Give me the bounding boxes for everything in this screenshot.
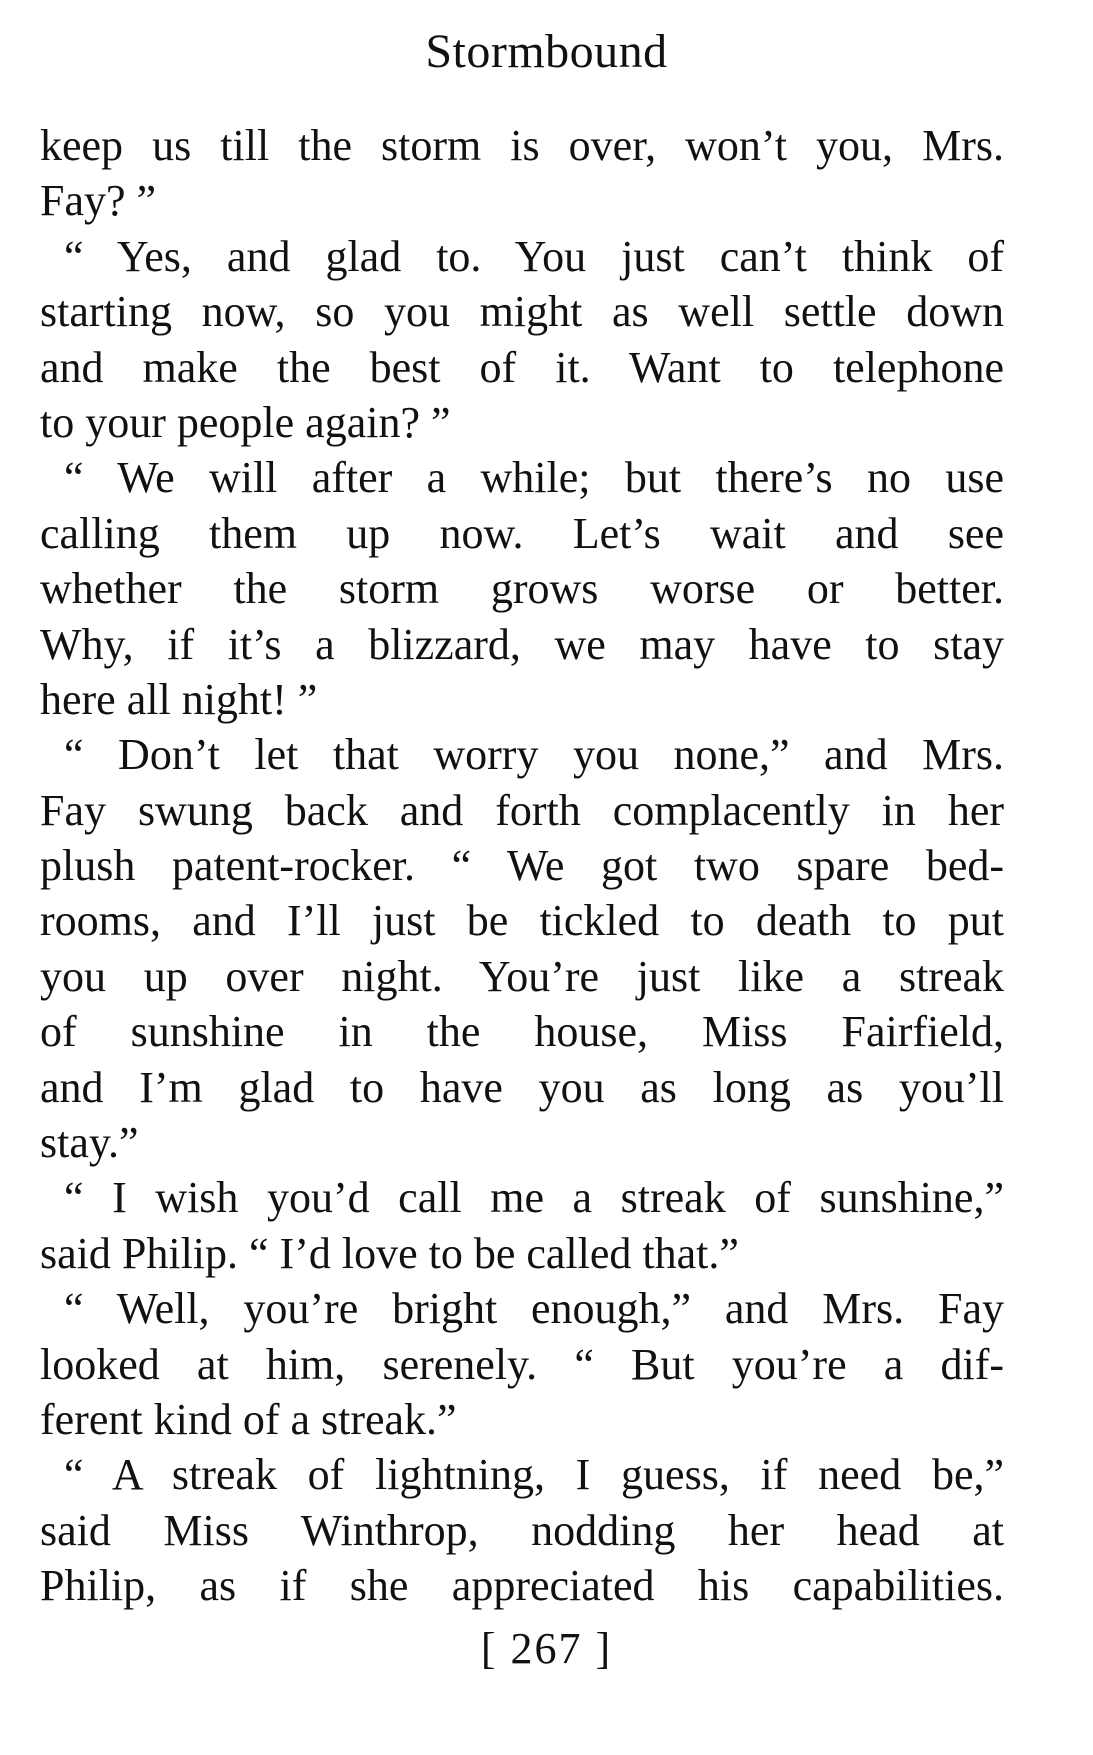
text-line: “ We will after a while; but there’s no use — [64, 453, 1004, 503]
text-line: Fay swung back and forth complacently in her — [40, 785, 1004, 835]
text-line: “ Well, you’re bright enough,” and Mrs. Fay — [64, 1284, 1004, 1334]
text-line: and make the best of it. Want to telephone — [40, 342, 1004, 392]
text-line: said Philip. “ I’d love to be called that.” — [40, 1228, 739, 1278]
text-line: “ A streak of lightning, I guess, if need be,” — [64, 1450, 1004, 1500]
body-text — [40, 118, 1004, 1614]
text-line: “ Don’t let that worry you none,” and Mrs. — [64, 730, 1004, 780]
text-line: keep us till the storm is over, won’t you, Mrs. — [40, 121, 1004, 170]
text-line: you up over night. You’re just like a streak — [40, 951, 1004, 1001]
text-line: of sunshine in the house, Miss Fairfield, — [40, 1007, 1004, 1057]
text-line: rooms, and I’ll just be tickled to death to put — [40, 896, 1004, 946]
text-line: whether the storm grows worse or better. — [40, 564, 1004, 614]
text-line: Philip, as if she appreciated his capabilities. — [40, 1561, 1004, 1611]
text-line: starting now, so you might as well settle down — [40, 287, 1004, 337]
text-line: looked at him, serenely. “ But you’re a dif- — [40, 1339, 1004, 1389]
text-line: ferent kind of a streak.” — [40, 1394, 457, 1444]
text-line: Fay? ” — [40, 176, 157, 226]
text-line: to your people again? ” — [40, 397, 451, 447]
text-line: and I’m glad to have you as long as you’ll — [40, 1062, 1004, 1112]
text-line: Why, if it’s a blizzard, we may have to stay — [40, 619, 1004, 669]
page-number: [ 267 ] — [480, 1624, 613, 1673]
text-line: stay.” — [40, 1118, 139, 1168]
text-line: said Miss Winthrop, nodding her head at — [40, 1505, 1004, 1555]
running-head: Stormbound — [425, 25, 668, 78]
text-line: here all night! ” — [40, 674, 318, 724]
text-line: “ Yes, and glad to. You just can’t think of — [64, 231, 1004, 281]
text-line: plush patent-rocker. “ We got two spare bed- — [40, 841, 1004, 891]
text-line: calling them up now. Let’s wait and see — [40, 508, 1004, 558]
text-line: “ I wish you’d call me a streak of sunshine,” — [64, 1173, 1004, 1223]
